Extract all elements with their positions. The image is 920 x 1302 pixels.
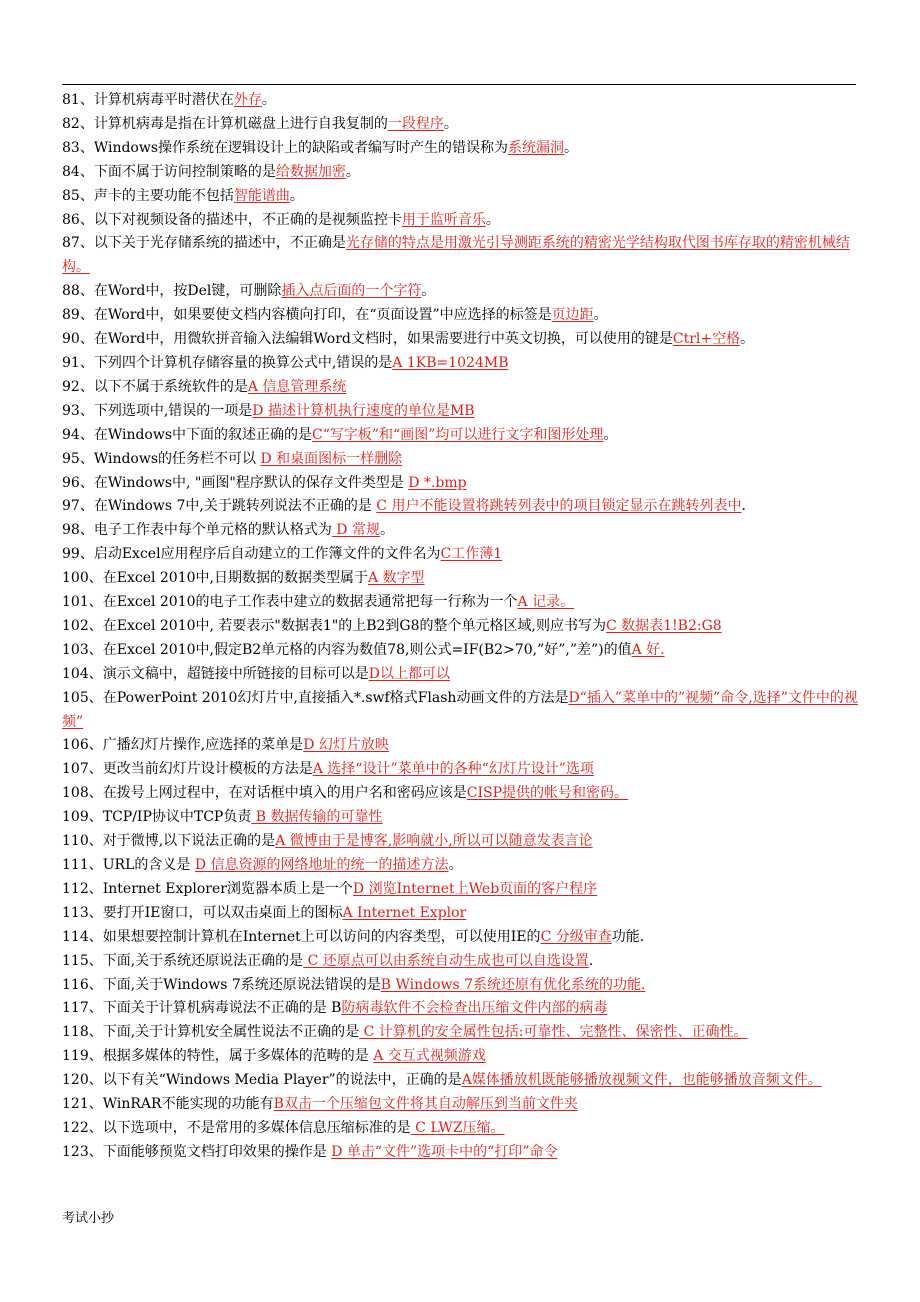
header-rule — [62, 84, 856, 85]
page-footer: 考试小抄 — [62, 1211, 115, 1226]
question-text: URL的含义是 — [102, 857, 195, 873]
answer-text: 用于监听音乐 — [401, 211, 486, 228]
question-text: Windows操作系统在逻辑设计上的缺陷或者编写时产生的错误称为 — [93, 139, 509, 156]
answer-text: C工作薄1 — [440, 546, 503, 563]
question-tail: 。 — [740, 331, 755, 348]
question-120 — [62, 1069, 858, 1093]
question-text: 在Excel 2010中,假定B2单元格的内容为数值78,则公式=IF(B2>70,”好”,”差”)的值 — [102, 641, 632, 658]
answer-text: D“插入”菜单中的”视频”命令,选择”文件中的视频” — [62, 689, 858, 730]
question-text: 要打开IE窗口，可以双击桌面上的图标 — [102, 904, 343, 921]
question-number: 100、 — [62, 570, 103, 587]
question-number: 92、 — [62, 378, 94, 395]
question-111 — [62, 854, 858, 878]
question-108 — [62, 782, 858, 806]
question-number: 104、 — [62, 665, 103, 682]
question-number: 97、 — [62, 498, 94, 515]
question-number: 99、 — [62, 546, 94, 563]
answer-text: 一段程序 — [387, 115, 444, 132]
question-text: 在Excel 2010的电子工作表中建立的数据表通常把每一行称为一个 — [102, 594, 518, 611]
answer-text: D *.bmp — [408, 474, 467, 491]
question-98 — [62, 519, 858, 543]
question-text: 声卡的主要功能不包括 — [93, 187, 234, 204]
question-99 — [62, 543, 858, 567]
answer-text: D以上都可以 — [368, 665, 450, 682]
question-text: 在PowerPoint 2010幻灯片中,直接插入*.swf格式Flash动画文件的方法是 — [102, 689, 569, 706]
question-103 — [62, 639, 858, 663]
question-text: 下面能够预览文档打印效果的操作是 — [102, 1143, 332, 1160]
question-number: 110、 — [62, 833, 103, 850]
question-number: 95、 — [62, 450, 94, 467]
answer-text: D 浏览Internet上Web页面的客户程序 — [352, 880, 598, 897]
question-text: WinRAR不能实现的功能有 — [102, 1096, 274, 1113]
question-text: 演示文稿中，超链接中所链接的目标可以是 — [102, 665, 369, 682]
question-text: 在Word中，用微软拼音输入法编辑Word文档时，如果需要进行中英文切换，可以使用的键是 — [93, 331, 673, 348]
question-number: 89、 — [62, 307, 94, 324]
answer-text: D 信息资源的网络地址的统一的描述方法 — [194, 857, 449, 873]
answer-text: A 交互式视频游戏 — [373, 1048, 486, 1065]
question-text: 在Excel 2010中, 若要表示"数据表1"的上B2到G8的整个单元格区域,则应书写为 — [102, 617, 606, 634]
question-text: 更改当前幻灯片设计模板的方法是 — [102, 761, 313, 778]
question-83 — [62, 137, 858, 161]
question-text: 以下不属于系统软件的是 — [93, 378, 248, 395]
answer-text: C 计算机的安全属性包括:可靠性、完整性、保密性、正确性。 — [359, 1024, 748, 1041]
question-text: 下面,关于计算机安全属性说法不正确的是 — [102, 1024, 360, 1041]
question-list — [62, 89, 858, 1165]
question-number: 82、 — [62, 115, 94, 132]
question-number: 108、 — [62, 785, 103, 802]
question-text: 对于微博,以下说法正确的是 — [102, 833, 276, 850]
question-101 — [62, 591, 858, 615]
question-86 — [62, 209, 858, 233]
question-number: 85、 — [62, 187, 94, 204]
question-number: 105、 — [62, 689, 103, 706]
question-tail: 。 — [593, 307, 608, 324]
question-tail: 。 — [289, 187, 304, 204]
question-text: 在Excel 2010中,日期数据的数据类型属于 — [102, 570, 368, 587]
question-tail: 。 — [603, 426, 618, 443]
question-text: 以下选项中，不是常用的多媒体信息压缩标准的是 — [102, 1119, 411, 1136]
question-tail: 。 — [261, 92, 276, 108]
question-84 — [62, 161, 858, 185]
question-94 — [62, 424, 858, 448]
question-text: 以下有关“Windows Media Player”的说法中，正确的是 — [102, 1072, 462, 1089]
question-number: 119、 — [62, 1048, 103, 1065]
answer-text: A 记录。 — [517, 594, 575, 611]
question-number: 98、 — [62, 522, 94, 539]
question-number: 121、 — [62, 1096, 103, 1113]
question-text: 在Word中，如果要使文档内容横向打印，在“页面设置”中应选择的标签是 — [93, 307, 552, 324]
question-number: 111、 — [62, 857, 103, 873]
question-81 — [62, 89, 858, 113]
question-number: 81、 — [62, 92, 94, 108]
answer-text: D 幻灯片放映 — [303, 737, 389, 754]
question-number: 102、 — [62, 617, 103, 634]
question-110 — [62, 830, 858, 854]
question-87 — [62, 232, 858, 280]
question-number: 113、 — [62, 904, 103, 921]
answer-text: C“写字板”和“画图”均可以进行文字和图形处理 — [312, 426, 604, 443]
question-text: TCP/IP协议中TCP负责 — [102, 809, 252, 826]
question-82 — [62, 113, 858, 137]
question-90 — [62, 328, 858, 352]
question-tail: . — [741, 498, 746, 515]
question-number: 96、 — [62, 474, 94, 491]
question-text: 在Windows中, "画图"程序默认的保存文件类型是 — [93, 474, 409, 491]
question-tail: 。 — [345, 163, 360, 180]
question-tail: 。 — [564, 139, 579, 156]
question-89 — [62, 304, 858, 328]
answer-text: A 微博由于是博客,影响就小,所以可以随意发表言论 — [275, 833, 593, 850]
answer-text: A Internet Explor — [342, 904, 467, 921]
question-number: 120、 — [62, 1072, 103, 1089]
question-105 — [62, 687, 858, 735]
answer-text: B双击一个压缩包文件将其自动解压到当前文件夹 — [273, 1096, 578, 1113]
answer-text: C LWZ压缩。 — [410, 1119, 505, 1136]
question-text: 电子工作表中每个单元格的默认格式为 — [93, 522, 332, 539]
question-text: Windows的任务栏不可以 — [93, 450, 261, 467]
question-text: 下列四个计算机存储容量的换算公式中,错误的是 — [93, 354, 393, 371]
question-number: 118、 — [62, 1024, 103, 1041]
answer-text: 给数据加密 — [275, 163, 346, 180]
question-116 — [62, 974, 858, 998]
answer-text: A媒体播放机既能够播放视频文件，也能够播放音频文件。 — [461, 1072, 822, 1089]
question-text: 下面关于计算机病毒说法不正确的是 B — [102, 1000, 342, 1017]
answer-text: A 信息管理系统 — [247, 378, 347, 395]
question-97 — [62, 495, 858, 519]
answer-text: 插入点后面的一个字符 — [281, 283, 422, 300]
answer-text: 智能谱曲 — [233, 187, 290, 204]
question-96 — [62, 472, 858, 496]
question-text: 以下关于光存储系统的描述中，不正确是 — [93, 235, 346, 252]
question-number: 93、 — [62, 402, 94, 419]
answer-text: C 分级审查 — [540, 928, 612, 945]
answer-text: A 1KB=1024MB — [392, 354, 509, 371]
question-tail: 。 — [448, 857, 463, 873]
question-100 — [62, 567, 858, 591]
answer-text: D 常规 — [331, 522, 380, 539]
answer-text: D 单击“文件”选项卡中的“打印”命令 — [331, 1143, 558, 1160]
question-number: 103、 — [62, 641, 103, 658]
question-number: 115、 — [62, 952, 103, 969]
question-number: 83、 — [62, 139, 94, 156]
question-tail: 。 — [443, 115, 458, 132]
answer-text: D 描述计算机执行速度的单位是MB — [252, 402, 475, 419]
question-113 — [62, 902, 858, 926]
answer-text: B 数据传输的可靠性 — [251, 809, 383, 826]
answer-text: D 和桌面图标一样删除 — [260, 450, 403, 467]
question-112 — [62, 878, 858, 902]
question-88 — [62, 280, 858, 304]
question-text: 下面不属于访问控制策略的是 — [93, 163, 276, 180]
answer-text: A 数字型 — [367, 570, 425, 587]
answer-text: B Windows 7系统还原有优化系统的功能. — [380, 976, 646, 993]
question-121 — [62, 1093, 858, 1117]
question-118 — [62, 1021, 858, 1045]
question-tail: 。 — [379, 522, 394, 539]
question-text: 下面,关于系统还原说法正确的是 — [102, 952, 304, 969]
question-text: 下面,关于Windows 7系统还原说法错误的是 — [102, 976, 381, 993]
question-number: 114、 — [62, 928, 103, 945]
question-number: 122、 — [62, 1119, 103, 1136]
question-number: 109、 — [62, 809, 103, 826]
question-text: 计算机病毒是指在计算机磁盘上进行自我复制的 — [93, 115, 388, 132]
question-tail: . — [588, 952, 594, 969]
question-number: 101、 — [62, 594, 103, 611]
question-number: 91、 — [62, 354, 94, 371]
question-text: 如果想要控制计算机在Internet上可以访问的内容类型，可以使用IE的 — [102, 928, 541, 945]
question-number: 123、 — [62, 1143, 103, 1160]
question-95 — [62, 448, 858, 472]
question-text: 以下对视频设备的描述中，不正确的是视频监控卡 — [93, 211, 402, 228]
answer-text: 光存储的特点是用激光引导测距系统的精密光学结构取代图书库存取的精密机械结构。 — [62, 235, 850, 276]
question-122 — [62, 1117, 858, 1141]
answer-text: Ctrl+空格 — [672, 331, 741, 348]
question-115 — [62, 950, 858, 974]
answer-text: C 还原点可以由系统自动生成也可以自选设置 — [303, 952, 589, 969]
question-number: 94、 — [62, 426, 94, 443]
question-104 — [62, 663, 858, 687]
question-text: 在拨号上网过程中，在对话框中填入的用户名和密码应该是 — [102, 785, 467, 802]
question-123 — [62, 1141, 858, 1165]
question-text: 广播幻灯片操作,应选择的菜单是 — [102, 737, 304, 754]
question-number: 112、 — [62, 880, 103, 897]
question-tail: 功能. — [611, 928, 645, 945]
question-92 — [62, 376, 858, 400]
question-text: 计算机病毒平时潜伏在 — [93, 92, 234, 108]
question-number: 87、 — [62, 235, 94, 252]
answer-text: 防病毒软件不会检查出压缩文件内部的病毒 — [341, 1000, 608, 1017]
answer-text: A 好. — [631, 641, 665, 658]
question-number: 107、 — [62, 761, 103, 778]
question-text: 在Windows中下面的叙述正确的是 — [93, 426, 313, 443]
question-number: 84、 — [62, 163, 94, 180]
question-117 — [62, 997, 858, 1021]
question-tail: 。 — [421, 283, 436, 300]
question-text: Internet Explorer浏览器本质上是一个 — [102, 880, 353, 897]
question-text: 根据多媒体的特性，属于多媒体的范畴的是 — [102, 1048, 374, 1065]
question-107 — [62, 758, 858, 782]
question-number: 88、 — [62, 283, 94, 300]
answer-text: 系统漏洞 — [508, 139, 565, 156]
question-number: 90、 — [62, 331, 94, 348]
question-number: 86、 — [62, 211, 94, 228]
question-106 — [62, 734, 858, 758]
question-119 — [62, 1045, 858, 1069]
question-text: 在Word中，按Del键，可删除 — [93, 283, 282, 300]
answer-text: CISP提供的帐号和密码。 — [466, 785, 628, 802]
question-number: 106、 — [62, 737, 103, 754]
question-93 — [62, 400, 858, 424]
question-text: 在Windows 7中,关于跳转列说法不正确的是 — [93, 498, 377, 515]
answer-text: C 数据表1!B2:G8 — [605, 617, 722, 634]
answer-text: C 用户不能设置将跳转列表中的项目锁定显示在跳转列表中 — [376, 498, 742, 515]
question-text: 启动Excel应用程序后自动建立的工作簿文件的文件名为 — [93, 546, 441, 563]
question-text: 下列选项中,错误的一项是 — [93, 402, 253, 419]
question-114 — [62, 926, 858, 950]
question-number: 117、 — [62, 1000, 103, 1017]
question-number: 116、 — [62, 976, 103, 993]
question-85 — [62, 185, 858, 209]
question-tail: 。 — [485, 211, 500, 228]
question-91 — [62, 352, 858, 376]
answer-text: 外存 — [233, 92, 262, 108]
question-109 — [62, 806, 858, 830]
answer-text: A 选择“设计”菜单中的各种“幻灯片设计”选项 — [312, 761, 594, 778]
answer-text: 页边距 — [551, 307, 594, 324]
question-102 — [62, 615, 858, 639]
